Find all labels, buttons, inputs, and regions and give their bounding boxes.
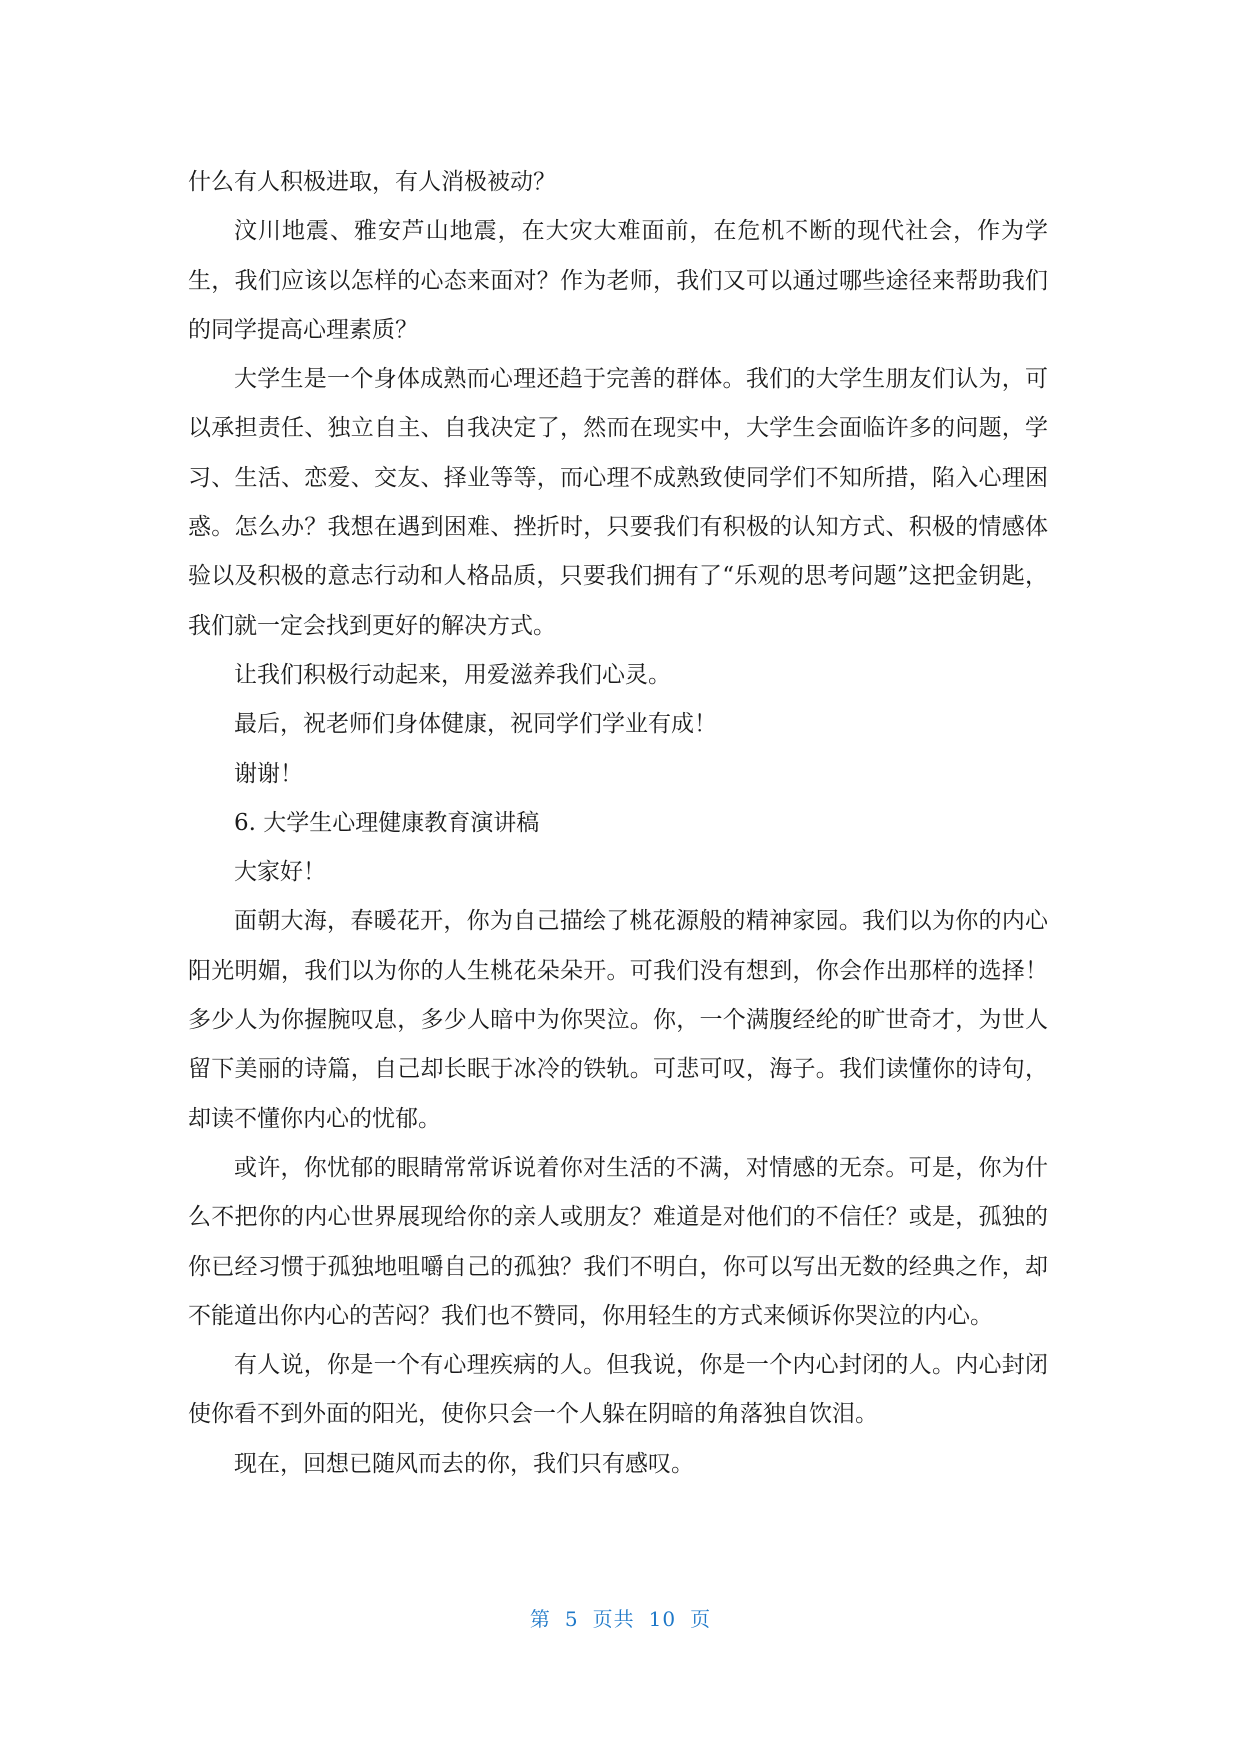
paragraph: 让我们积极行动起来，用爱滋养我们心灵。 [234, 661, 671, 688]
paragraph: 或许，你忧郁的眼睛常常诉说着你对生活的不满，对情感的无奈。可是，你为什么不把你的内心世界展现给你的亲人或朋友？难道是对他们的不信任？或是，孤独的你已经习惯于孤独地咀嚼自己的孤独？我们不明白，你可以写出无数的经典之作，却不能道出你内心的苦闷？我们也不赞同，你用轻生的方式来倾诉你哭泣的内心。 [188, 1154, 1048, 1329]
paragraph: 有人说，你是一个有心理疾病的人。但我说，你是一个内心封闭的人。内心封闭使你看不到外面的阳光，使你只会一个人躲在阴暗的角落独自饮泪。 [188, 1352, 1048, 1428]
paragraph: 大学生是一个身体成熟而心理还趋于完善的群体。我们的大学生朋友们认为，可以承担责任、独立自主、自我决定了，然而在现实中，大学生会面临许多的问题，学习、生活、恋爱、交友、择业等等，而心理不成熟致使同学们不知所措，陷入心理困惑。怎么办？我想在遇到困难、挫折时，只要我们有积极的认知方式、积极的情感体验以及积极的意志行动和人格品质，只要我们拥有了“乐观的思考问题”这把金钥匙，我们就一定会找到更好的解决方式。 [188, 366, 1048, 639]
paragraph: 什么有人积极进取，有人消极被动？ [188, 169, 556, 195]
footer-middle: 页共 [592, 1607, 635, 1631]
paragraph: 最后，祝老师们身体健康，祝同学们学业有成！ [234, 711, 717, 738]
paragraph: 汶川地震、雅安芦山地震，在大灾大难面前，在危机不断的现代社会，作为学生，我们应该以怎样的心态来面对？作为老师，我们又可以通过哪些途径来帮助我们的同学提高心理素质？ [188, 218, 1048, 343]
paragraph: 6. 大学生心理健康教育演讲稿 [234, 809, 540, 836]
paragraph: 面朝大海，春暖花开，你为自己描绘了桃花源般的精神家园。我们以为你的内心阳光明媚，我们以为你的人生桃花朵朵开。可我们没有想到，你会作出那样的选择！多少人为你握腕叹息，多少人暗中为你哭泣。你，一个满腹经纶的旷世奇才，为世人留下美丽的诗篇，自己却长眠于冰冷的铁轨。可悲可叹，海子。我们读懂你的诗句，却读不懂你内心的忧郁。 [188, 908, 1048, 1132]
paragraph: 谢谢！ [234, 760, 303, 787]
paragraph: 大家好！ [234, 859, 326, 886]
footer-current-page: 5 [564, 1607, 579, 1631]
document-body [188, 158, 1048, 1489]
footer-prefix: 第 [529, 1607, 551, 1631]
footer-total-pages: 10 [648, 1607, 677, 1631]
page-footer [0, 1603, 1241, 1632]
footer-suffix: 页 [690, 1607, 712, 1631]
paragraph: 现在，回想已随风而去的你，我们只有感叹。 [234, 1450, 694, 1477]
